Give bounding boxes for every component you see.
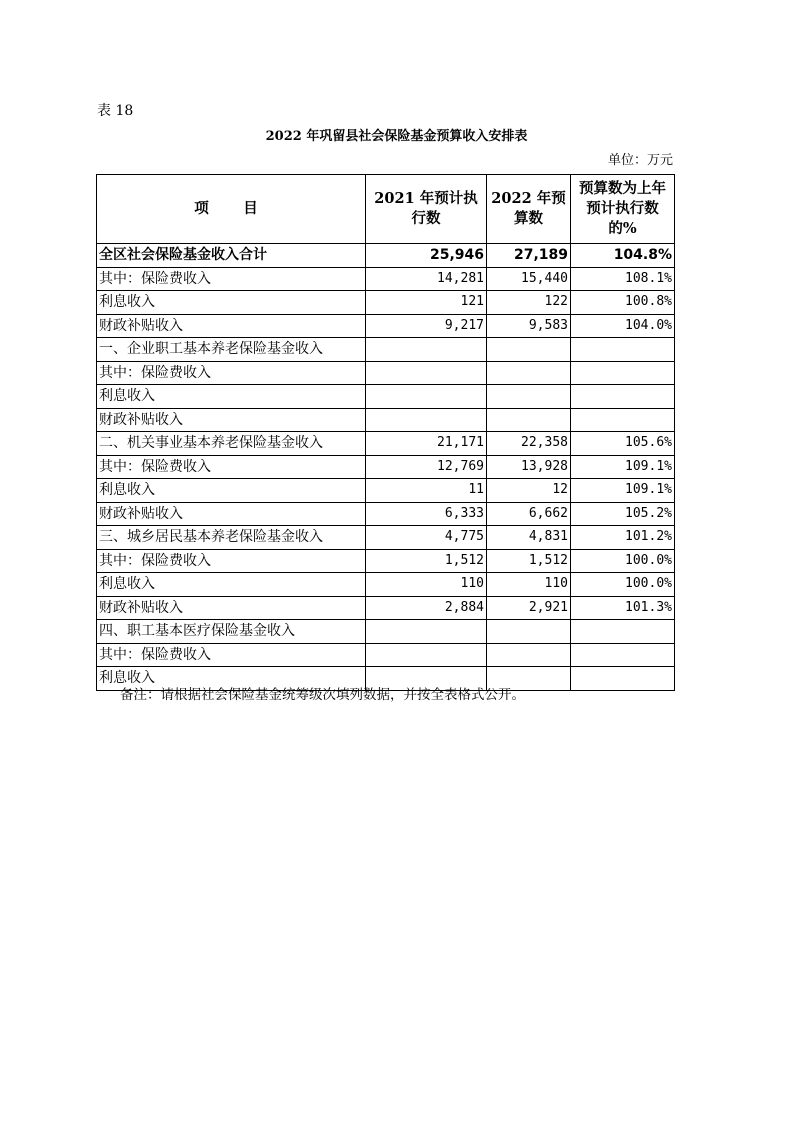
- row-item-label: 全区社会保险基金收入合计: [97, 244, 366, 268]
- row-2021-estimate: 121: [366, 291, 487, 315]
- row-item-label: 其中：保险费收入: [97, 549, 366, 573]
- row-2022-budget: 12: [487, 479, 571, 503]
- row-2021-estimate: 25,946: [366, 244, 487, 268]
- row-item-label: 财政补贴收入: [97, 596, 366, 620]
- row-2022-budget: [487, 385, 571, 409]
- row-2021-estimate: 4,775: [366, 526, 487, 550]
- row-2022-budget: 9,583: [487, 314, 571, 338]
- row-2022-budget: 27,189: [487, 244, 571, 268]
- budget-table: [96, 174, 675, 691]
- row-2021-estimate: 12,769: [366, 455, 487, 479]
- row-percent: [571, 620, 675, 644]
- row-2022-budget: 15,440: [487, 267, 571, 291]
- row-item-label: 利息收入: [97, 667, 366, 691]
- row-2022-budget: 1,512: [487, 549, 571, 573]
- table-row: [97, 267, 675, 291]
- row-item-label: 四、职工基本医疗保险基金收入: [97, 620, 366, 644]
- row-item-label: 利息收入: [97, 479, 366, 503]
- table-row: [97, 479, 675, 503]
- table-row: [97, 526, 675, 550]
- row-percent: [571, 385, 675, 409]
- row-2022-budget: 22,358: [487, 432, 571, 456]
- row-percent: [571, 667, 675, 691]
- row-2021-estimate: 2,884: [366, 596, 487, 620]
- row-2021-estimate: 11: [366, 479, 487, 503]
- row-percent: 104.8%: [571, 244, 675, 268]
- row-item-label: 财政补贴收入: [97, 502, 366, 526]
- table-row: [97, 502, 675, 526]
- row-item-label: 利息收入: [97, 385, 366, 409]
- row-item-label: 利息收入: [97, 573, 366, 597]
- row-2022-budget: 13,928: [487, 455, 571, 479]
- row-percent: 101.3%: [571, 596, 675, 620]
- header-percent-of-previous: 预算数为上年预计执行数的%: [571, 175, 675, 244]
- header-2021-estimate: 2021 年预计执行数: [366, 175, 487, 244]
- row-percent: 109.1%: [571, 455, 675, 479]
- table-row: [97, 432, 675, 456]
- row-item-label: 财政补贴收入: [97, 408, 366, 432]
- row-percent: 100.8%: [571, 291, 675, 315]
- row-2021-estimate: 1,512: [366, 549, 487, 573]
- page-label: 表 18: [97, 103, 134, 119]
- row-percent: 104.0%: [571, 314, 675, 338]
- table-row: [97, 620, 675, 644]
- table-title: 2022 年巩留县社会保险基金预算收入安排表: [265, 129, 528, 144]
- row-percent: [571, 338, 675, 362]
- row-item-label: 其中：保险费收入: [97, 643, 366, 667]
- row-percent: 100.0%: [571, 549, 675, 573]
- row-2021-estimate: 21,171: [366, 432, 487, 456]
- row-2022-budget: 6,662: [487, 502, 571, 526]
- table-row: [97, 361, 675, 385]
- row-2022-budget: [487, 338, 571, 362]
- row-percent: [571, 643, 675, 667]
- row-2021-estimate: [366, 408, 487, 432]
- row-percent: 109.1%: [571, 479, 675, 503]
- row-2021-estimate: [366, 620, 487, 644]
- row-percent: 100.0%: [571, 573, 675, 597]
- row-2021-estimate: 110: [366, 573, 487, 597]
- table-row: [97, 338, 675, 362]
- table-row: [97, 549, 675, 573]
- row-2021-estimate: [366, 338, 487, 362]
- row-item-label: 其中：保险费收入: [97, 361, 366, 385]
- table-row: [97, 596, 675, 620]
- table-row: [97, 291, 675, 315]
- row-2021-estimate: [366, 643, 487, 667]
- row-item-label: 其中：保险费收入: [97, 455, 366, 479]
- row-percent: 105.6%: [571, 432, 675, 456]
- row-2022-budget: [487, 408, 571, 432]
- row-2021-estimate: [366, 385, 487, 409]
- table-body: [97, 244, 675, 691]
- row-2022-budget: [487, 620, 571, 644]
- row-item-label: 三、城乡居民基本养老保险基金收入: [97, 526, 366, 550]
- table-row: [97, 573, 675, 597]
- row-2021-estimate: 14,281: [366, 267, 487, 291]
- row-item-label: 二、机关事业基本养老保险基金收入: [97, 432, 366, 456]
- row-2022-budget: 122: [487, 291, 571, 315]
- row-2022-budget: 4,831: [487, 526, 571, 550]
- table-row: [97, 314, 675, 338]
- row-item-label: 其中：保险费收入: [97, 267, 366, 291]
- row-item-label: 利息收入: [97, 291, 366, 315]
- row-item-label: 财政补贴收入: [97, 314, 366, 338]
- row-2021-estimate: 6,333: [366, 502, 487, 526]
- row-item-label: 一、企业职工基本养老保险基金收入: [97, 338, 366, 362]
- table-row: [97, 643, 675, 667]
- row-2022-budget: [487, 361, 571, 385]
- row-2022-budget: [487, 643, 571, 667]
- row-2021-estimate: [366, 361, 487, 385]
- table-row: [97, 385, 675, 409]
- row-percent: [571, 408, 675, 432]
- table-row: [97, 408, 675, 432]
- row-2022-budget: 110: [487, 573, 571, 597]
- table-row: [97, 455, 675, 479]
- unit-label: 单位：万元: [607, 153, 673, 168]
- header-2022-budget: 2022 年预算数: [487, 175, 571, 244]
- row-2021-estimate: 9,217: [366, 314, 487, 338]
- header-item: 项 目: [97, 175, 366, 244]
- row-2022-budget: 2,921: [487, 596, 571, 620]
- footnote: 备注：请根据社会保险基金统筹级次填列数据，并按全表格式公开。: [120, 687, 525, 703]
- row-percent: 108.1%: [571, 267, 675, 291]
- row-percent: 105.2%: [571, 502, 675, 526]
- row-percent: [571, 361, 675, 385]
- table-row: [97, 244, 675, 268]
- header-row: [97, 175, 675, 244]
- row-percent: 101.2%: [571, 526, 675, 550]
